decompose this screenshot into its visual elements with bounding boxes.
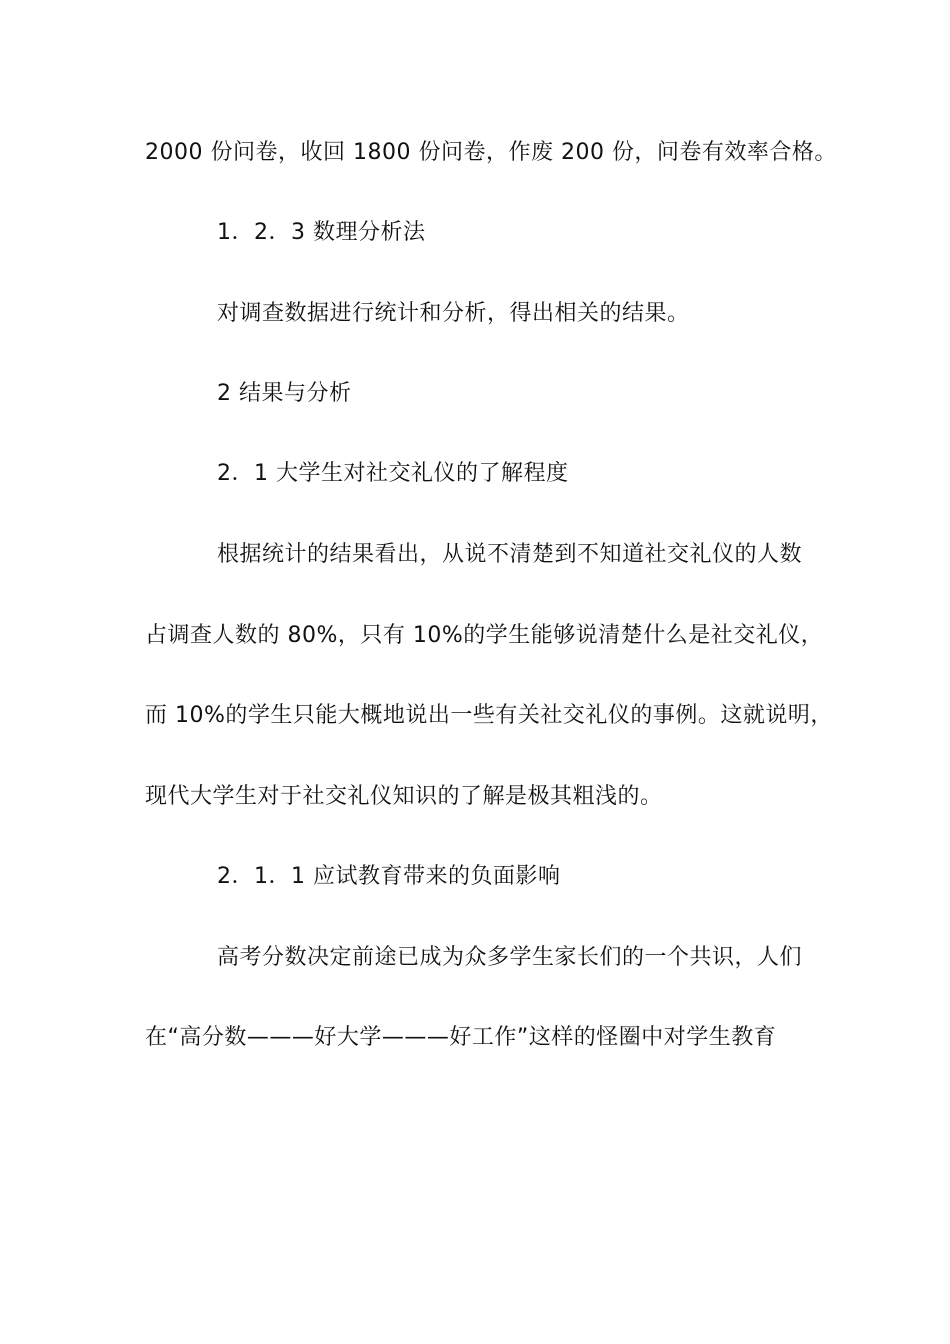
body-text-line: 占调查人数的 80%，只有 10%的学生能够说清楚什么是社交礼仪， <box>145 623 824 648</box>
body-text-line: 在“高分数———好大学———好工作”这样的怪圈中对学生教育 <box>145 1025 777 1050</box>
section-heading: 2．1 大学生对社交礼仪的了解程度 <box>217 461 569 486</box>
section-heading: 2 结果与分析 <box>217 381 352 406</box>
body-text-line: 而 10%的学生只能大概地说出一些有关社交礼仪的事例。这就说明， <box>145 703 833 728</box>
body-text-line: 根据统计的结果看出，从说不清楚到不知道社交礼仪的人数 <box>217 542 803 567</box>
body-text-line: 2000 份问卷，收回 1800 份问卷，作废 200 份，问卷有效率合格。 <box>145 140 837 165</box>
body-text-line: 对调查数据进行统计和分析，得出相关的结果。 <box>217 301 690 326</box>
body-text-line: 高考分数决定前途已成为众多学生家长们的一个共识，人们 <box>217 945 803 970</box>
body-text-line: 现代大学生对于社交礼仪知识的了解是极其粗浅的。 <box>145 784 663 809</box>
section-heading: 2．1．1 应试教育带来的负面影响 <box>217 864 561 889</box>
section-heading: 1．2．3 数理分析法 <box>217 220 426 245</box>
